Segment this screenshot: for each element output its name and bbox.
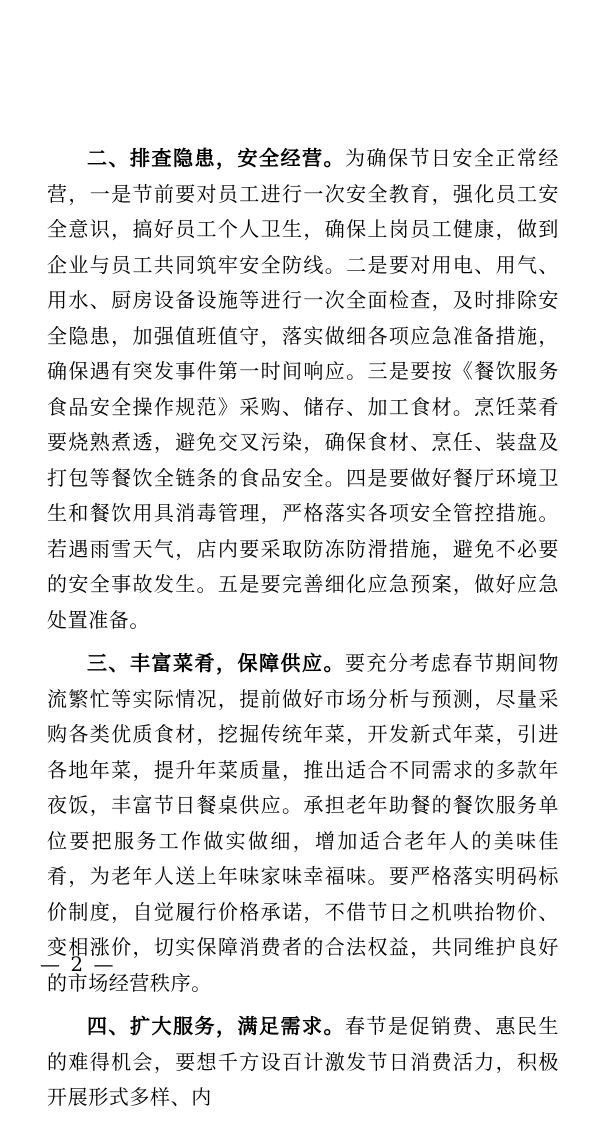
section-heading-safety: 二、排查隐患，安全经营。 xyxy=(87,146,345,170)
paragraph-service xyxy=(47,1009,559,1116)
section-heading-supply: 三、丰富菜肴，保障供应。 xyxy=(87,651,345,675)
paragraph-safety xyxy=(47,141,559,638)
section-heading-service: 四、扩大服务，满足需求。 xyxy=(87,1014,345,1038)
page-number: — 2 — xyxy=(40,952,116,976)
paragraph-text-safety: 为确保节日安全正常经营，一是节前要对员工进行一次安全教育，强化员工安全意识，搞好员工个人卫生，确保上岗员工健康，做到企业与员工共同筑牢安全防线。二是要对用电、用气、用水、厨房设备设施等进行一次全面检查，及时排除安全隐患，加强值班值守，落实做细各项应急准备措施，确保遇有突发事件第一时间响应。三是要按《餐饮服务食品安全操作规范》采购、储存、加工食材。烹饪菜肴要烧熟煮透，避免交叉污染，确保食材、烹任、装盘及打包等餐饮全链条的食品安全。四是要做好餐厅环境卫生和餐饮用具消毒管理，严格落实各项安全管控措施。若遇雨雪天气，店内要采取防冻防滑措施，避免不必要的安全事故发生。五是要完善细化应急预案，做好应急处置准备。 xyxy=(47,146,560,632)
paragraph-text-supply: 要充分考虑春节期间物流繁忙等实际情况，提前做好市场分析与预测，尽量采购各类优质食材，挖掘传统年菜，开发新式年菜，引进各地年菜，提升年菜质量，推出适合不同需求的多款年夜饭，丰富节日餐桌供应。承担老年助餐的餐饮服务单位要把服务工作做实做细，增加适合老年人的美味佳肴，为老年人送上年味家味幸福味。要严格落实明码标价制度，自觉履行价格承诺，不借节日之机哄抬物价、变相涨价，切实保障消费者的合法权益，共同维护良好的市场经营秩序。 xyxy=(47,651,560,995)
document-body xyxy=(47,141,559,1124)
paragraph-supply xyxy=(47,646,559,1001)
paragraph-text-service: 春节是促销费、惠民生的难得机会，要想千方设百计激发节日消费活力，积极开展形式多样、内 xyxy=(47,1014,560,1109)
